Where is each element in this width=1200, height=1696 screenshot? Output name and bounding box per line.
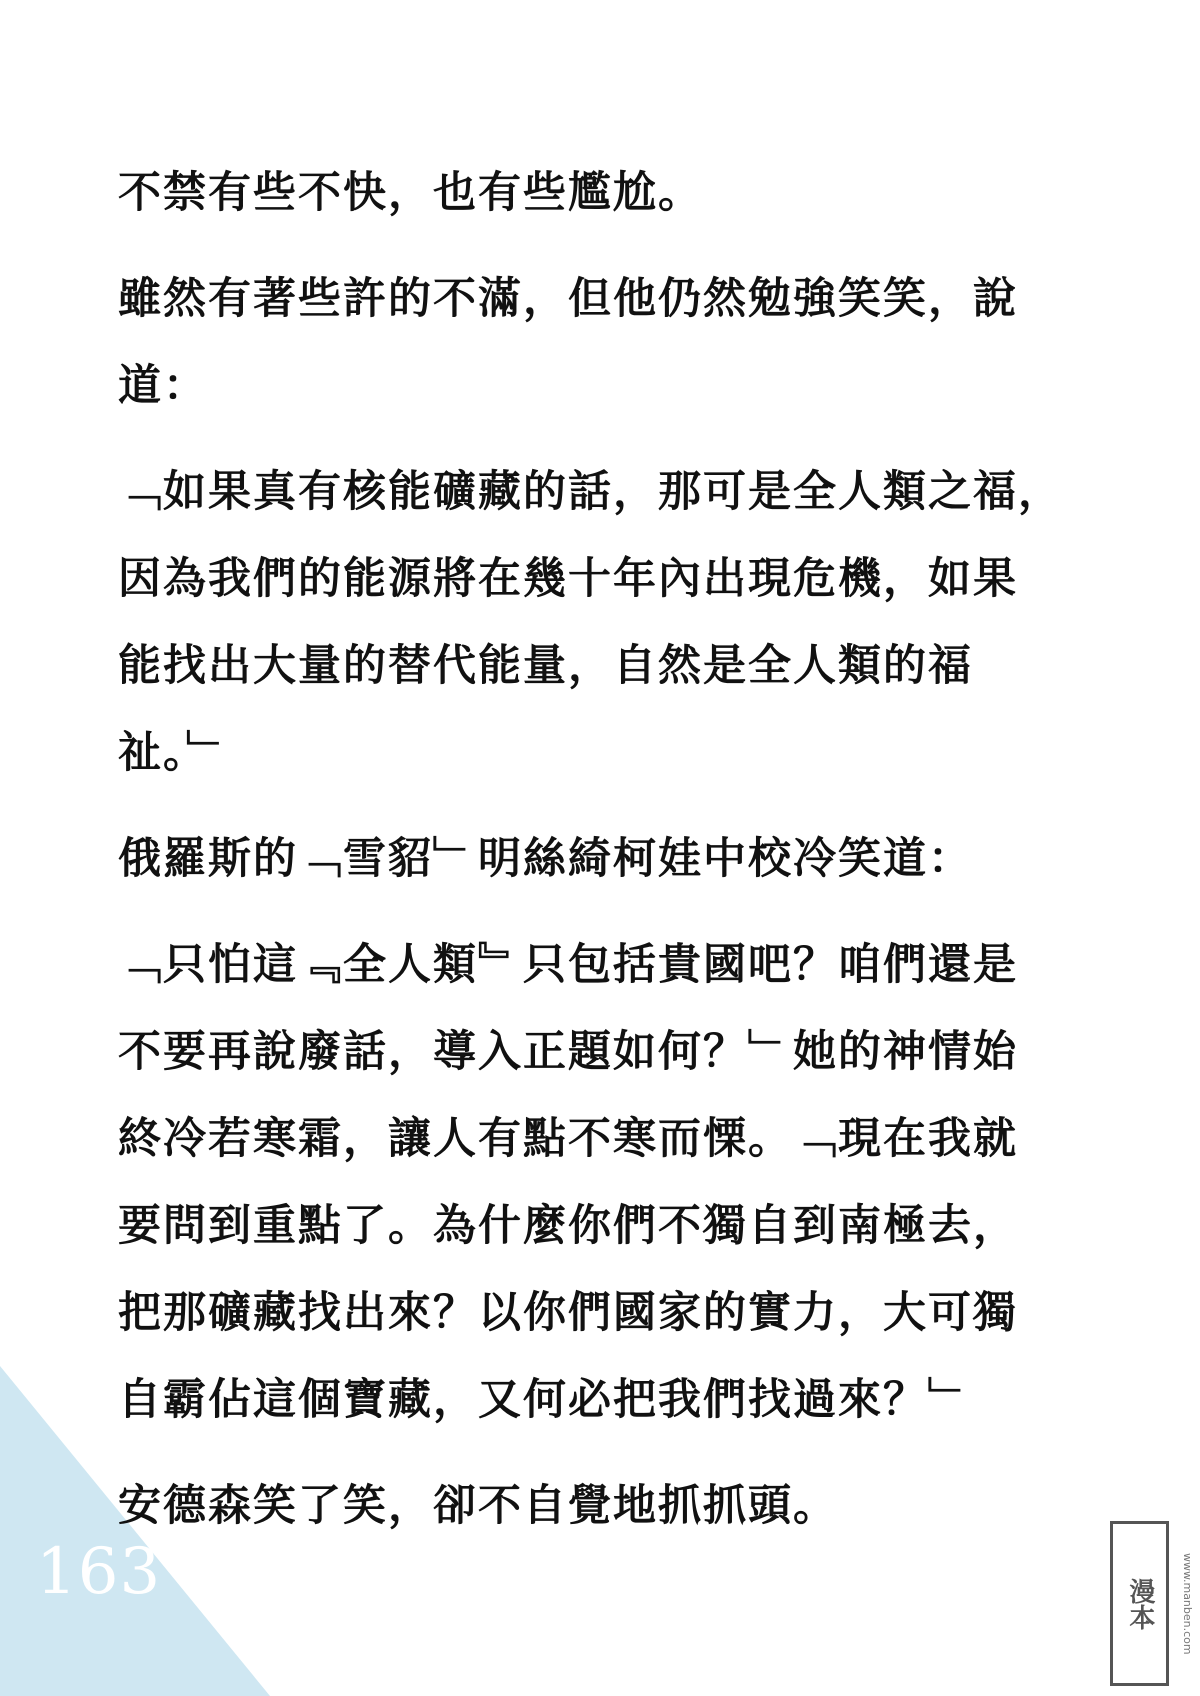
watermark-site: www.manben.com: [1181, 1552, 1194, 1655]
body-text: [118, 150, 1098, 1569]
paragraph: [118, 922, 1098, 1444]
text-line: 安德森笑了笑，卻不自覺地抓抓頭。: [118, 1481, 838, 1531]
paragraph: [118, 816, 1098, 903]
paragraph: [118, 150, 1098, 237]
text-line: 把那礦藏找出來？以你們國家的實力，大可獨: [118, 1288, 1018, 1338]
text-line: 要問到重點了。為什麼你們不獨自到南極去，: [118, 1201, 1018, 1251]
page-number: 163: [36, 1535, 162, 1609]
text-line: 道：: [118, 361, 208, 411]
text-line: 不禁有些不快，也有些尷尬。: [118, 168, 703, 218]
text-line: 自霸佔這個寶藏，又何必把我們找過來？﹂: [118, 1375, 973, 1425]
watermark-brand: 漫本: [1110, 1521, 1169, 1686]
text-line: ﹁只怕這﹃全人類﹄只包括貴國吧？咱們還是: [118, 940, 1018, 990]
text-line: 能找出大量的替代能量，自然是全人類的福: [118, 641, 973, 691]
watermark-logo: [1110, 1521, 1194, 1686]
text-line: 因為我們的能源將在幾十年內出現危機，如果: [118, 554, 1018, 604]
text-line: 祉。﹂: [118, 728, 232, 778]
text-line: 雖然有著些許的不滿，但他仍然勉強笑笑，說: [118, 274, 1018, 324]
paragraph: [118, 256, 1098, 430]
text-line: 不要再說廢話，導入正題如何？﹂她的神情始: [118, 1027, 1018, 1077]
paragraph: [118, 1463, 1098, 1550]
text-line: 俄羅斯的﹁雪貂﹂明絲綺柯娃中校冷笑道：: [118, 834, 973, 884]
text-line: 終冷若寒霜，讓人有點不寒而慄。﹁現在我就: [118, 1114, 1018, 1164]
text-line: ﹁如果真有核能礦藏的話，那可是全人類之福，: [118, 467, 1063, 517]
paragraph: [118, 449, 1098, 797]
